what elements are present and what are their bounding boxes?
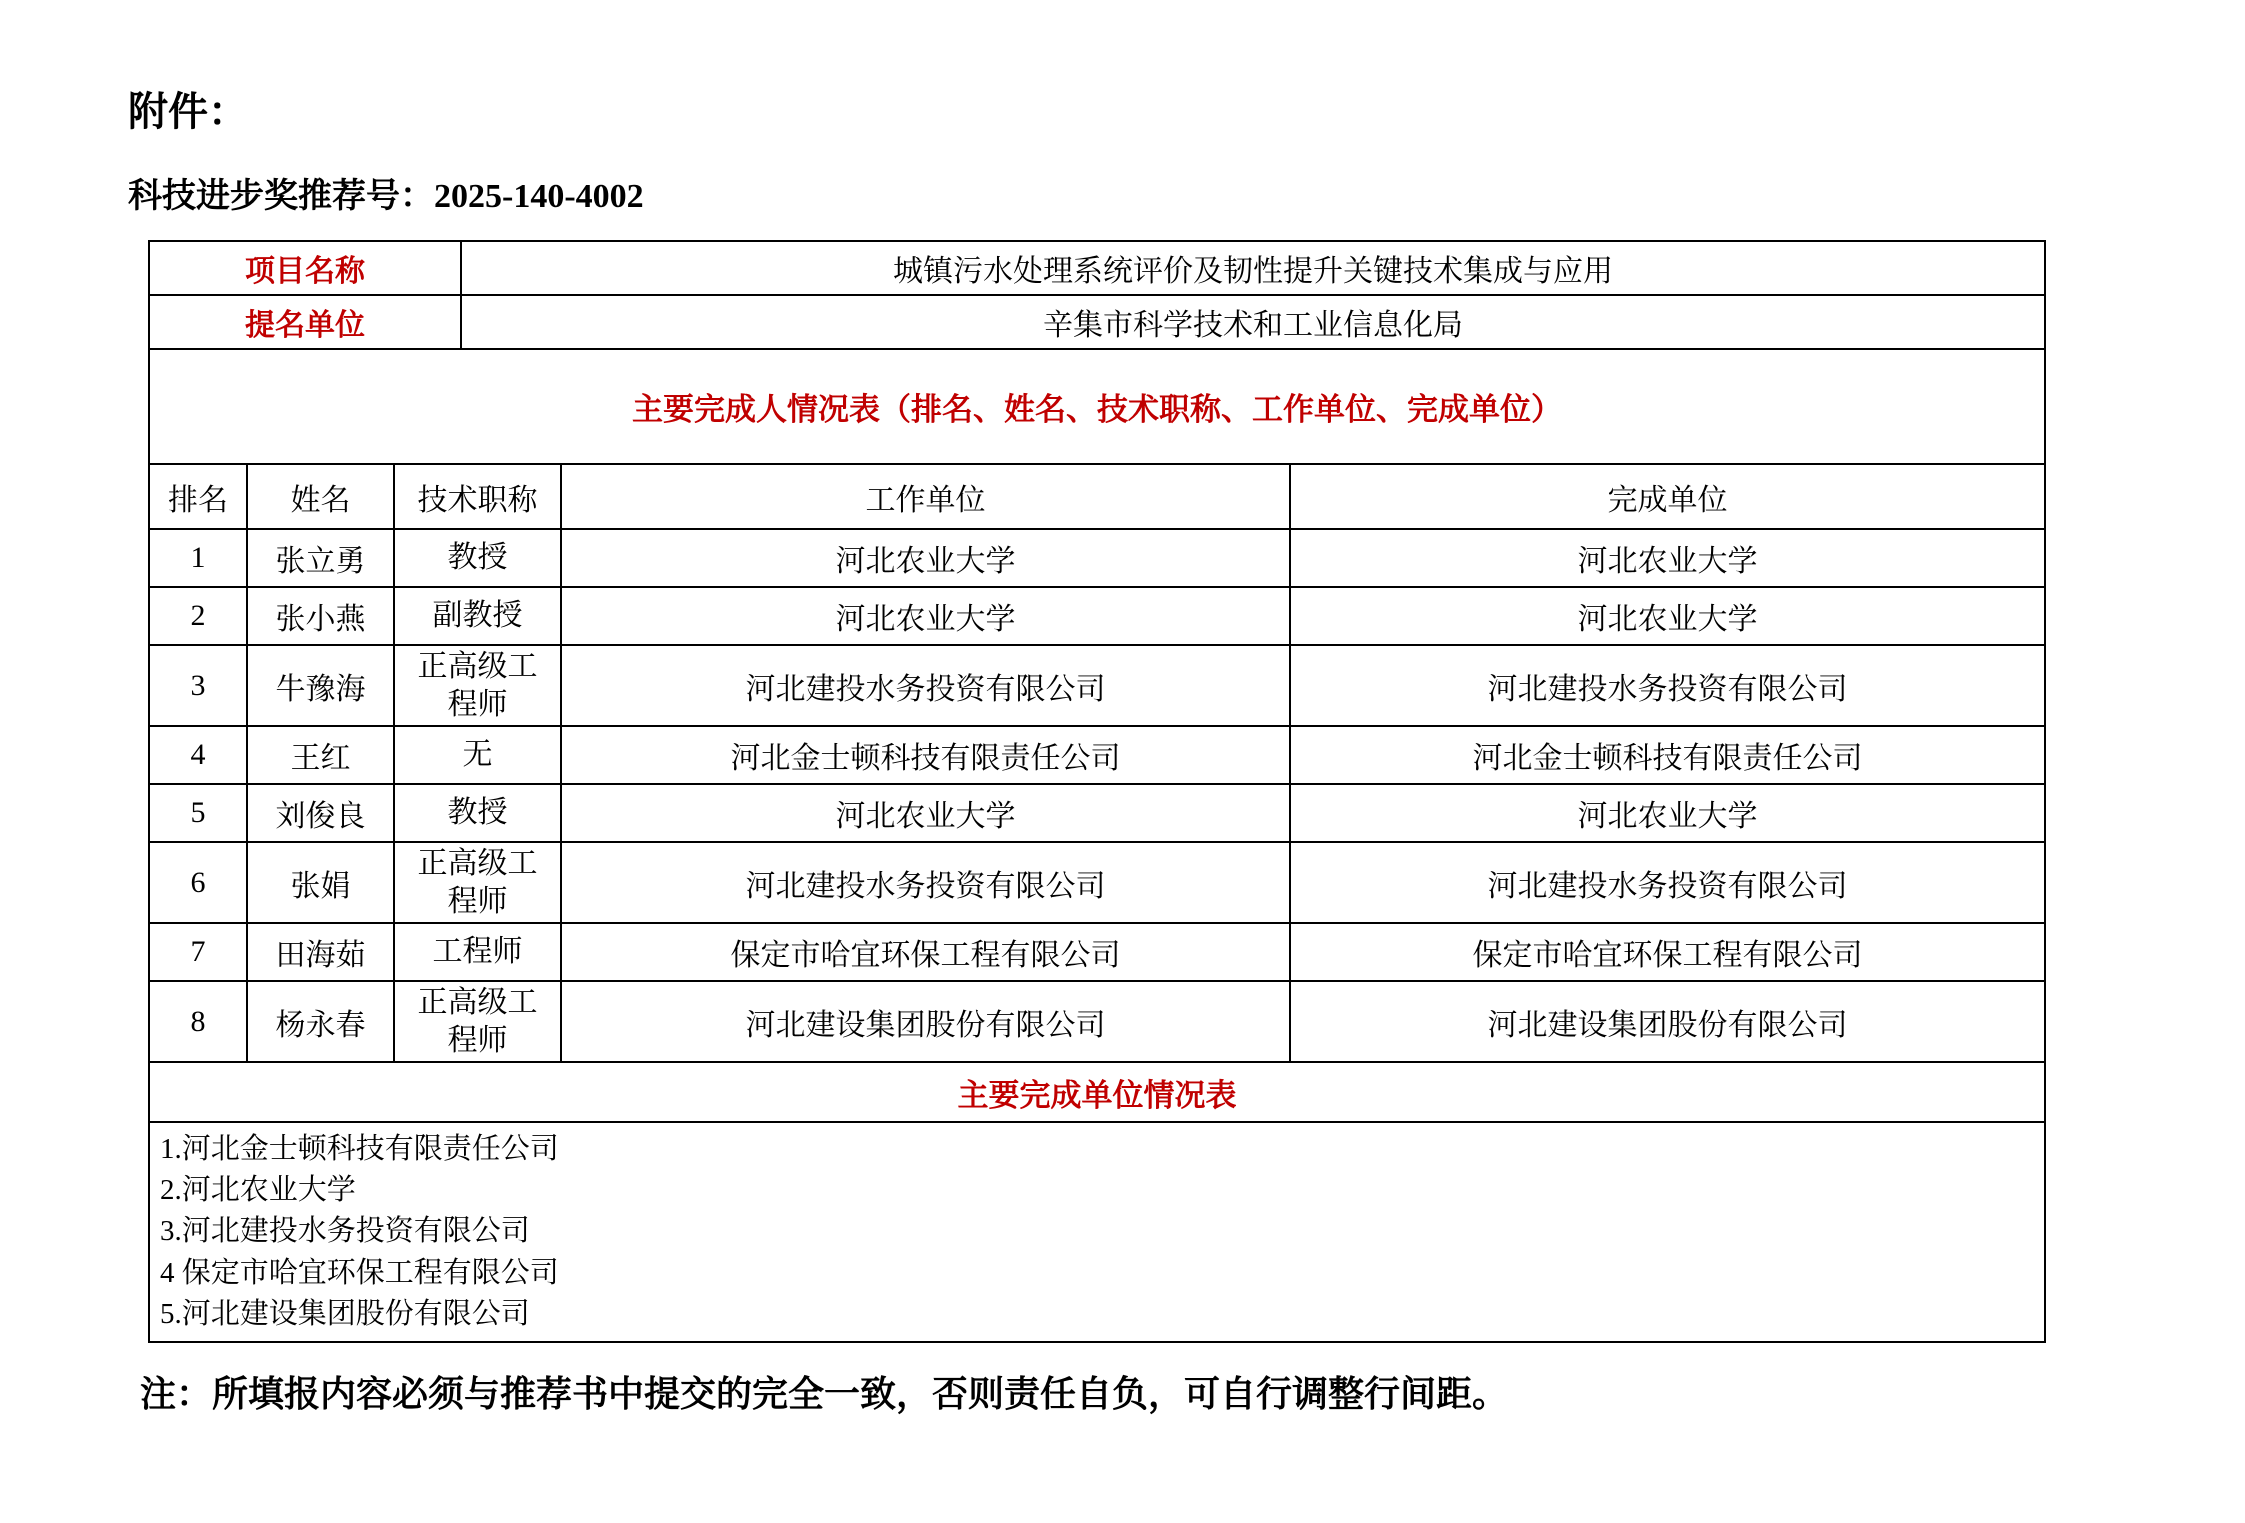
unit-list [160, 1129, 2034, 1335]
rank-cell: 7 [149, 923, 247, 981]
work-unit-cell: 河北农业大学 [561, 587, 1290, 645]
footer-note: 注：所填报内容必须与推荐书中提交的完全一致，否则责任自负，可自行调整行间距。 [140, 1373, 1509, 1414]
header-tech-title: 技术职称 [394, 464, 561, 529]
completion-unit-cell: 河北农业大学 [1290, 529, 2045, 587]
recommendation-number: 2025-140-4002 [434, 178, 644, 215]
completer-row [149, 981, 2045, 1062]
completer-row [149, 645, 2045, 726]
completion-unit-cell: 河北农业大学 [1290, 784, 2045, 842]
unit-list-item: 5.河北建设集团股份有限公司 [160, 1297, 530, 1330]
header-name: 姓名 [247, 464, 394, 529]
completion-unit-cell: 河北建投水务投资有限公司 [1290, 645, 2045, 726]
tech-title-cell: 教授 [394, 529, 561, 587]
name-cell: 王红 [247, 726, 394, 784]
tech-title-cell: 正高级工程师 [394, 981, 561, 1062]
attachment-heading: 附件： [128, 89, 248, 134]
rank-cell: 5 [149, 784, 247, 842]
completer-row [149, 842, 2045, 923]
units-title: 主要完成单位情况表 [149, 1062, 2045, 1122]
name-cell: 张小燕 [247, 587, 394, 645]
name-cell: 田海茹 [247, 923, 394, 981]
completion-unit-cell: 保定市哈宜环保工程有限公司 [1290, 923, 2045, 981]
header-rank: 排名 [149, 464, 247, 529]
rank-cell: 1 [149, 529, 247, 587]
tech-title-cell: 正高级工程师 [394, 842, 561, 923]
rank-cell: 3 [149, 645, 247, 726]
project-name-row [149, 241, 2045, 295]
name-cell: 刘俊良 [247, 784, 394, 842]
units-list-row [149, 1122, 2045, 1342]
completers-header-row [149, 464, 2045, 529]
project-name-label: 项目名称 [149, 241, 461, 295]
rank-cell: 8 [149, 981, 247, 1062]
unit-list-item: 3.河北建投水务投资有限公司 [160, 1215, 530, 1248]
rank-cell: 2 [149, 587, 247, 645]
name-cell: 牛豫海 [247, 645, 394, 726]
completers-title: 主要完成人情况表（排名、姓名、技术职称、工作单位、完成单位） [149, 349, 2045, 464]
header-completion-unit: 完成单位 [1290, 464, 2045, 529]
unit-list-item: 1.河北金士顿科技有限责任公司 [160, 1133, 559, 1165]
completion-unit-cell: 河北农业大学 [1290, 587, 2045, 645]
header-work-unit: 工作单位 [561, 464, 1290, 529]
completers-table [148, 348, 2046, 1343]
units-title-row [149, 1062, 2045, 1122]
tech-title-cell: 正高级工程师 [394, 645, 561, 726]
completion-unit-cell: 河北金士顿科技有限责任公司 [1290, 726, 2045, 784]
tech-title-cell: 无 [394, 726, 561, 784]
work-unit-cell: 河北建投水务投资有限公司 [561, 842, 1290, 923]
name-cell: 张娟 [247, 842, 394, 923]
tech-title-cell: 教授 [394, 784, 561, 842]
recommendation-label: 科技进步奖推荐号： [128, 178, 434, 215]
completion-unit-cell: 河北建投水务投资有限公司 [1290, 842, 2045, 923]
name-cell: 杨永春 [247, 981, 394, 1062]
work-unit-cell: 河北建投水务投资有限公司 [561, 645, 1290, 726]
completer-row [149, 726, 2045, 784]
nominator-label: 提名单位 [149, 295, 461, 349]
work-unit-cell: 保定市哈宜环保工程有限公司 [561, 923, 1290, 981]
name-cell: 张立勇 [247, 529, 394, 587]
rank-cell: 4 [149, 726, 247, 784]
unit-list-item: 2.河北农业大学 [160, 1174, 356, 1207]
work-unit-cell: 河北农业大学 [561, 784, 1290, 842]
nominator-row [149, 295, 2045, 349]
completers-title-row [149, 349, 2045, 464]
project-name-value: 城镇污水处理系统评价及韧性提升关键技术集成与应用 [461, 241, 2045, 295]
project-info-table [148, 240, 2046, 350]
award-table [148, 240, 2044, 1343]
completion-unit-cell: 河北建设集团股份有限公司 [1290, 981, 2045, 1062]
completer-row [149, 587, 2045, 645]
recommendation-number-line [128, 180, 2245, 214]
work-unit-cell: 河北金士顿科技有限责任公司 [561, 726, 1290, 784]
nominator-value: 辛集市科学技术和工业信息化局 [461, 295, 2045, 349]
work-unit-cell: 河北建设集团股份有限公司 [561, 981, 1290, 1062]
completer-row [149, 529, 2045, 587]
rank-cell: 6 [149, 842, 247, 923]
tech-title-cell: 副教授 [394, 587, 561, 645]
unit-list-item: 4 保定市哈宜环保工程有限公司 [160, 1256, 559, 1289]
work-unit-cell: 河北农业大学 [561, 529, 1290, 587]
completer-row [149, 784, 2045, 842]
completer-row [149, 923, 2045, 981]
tech-title-cell: 工程师 [394, 923, 561, 981]
